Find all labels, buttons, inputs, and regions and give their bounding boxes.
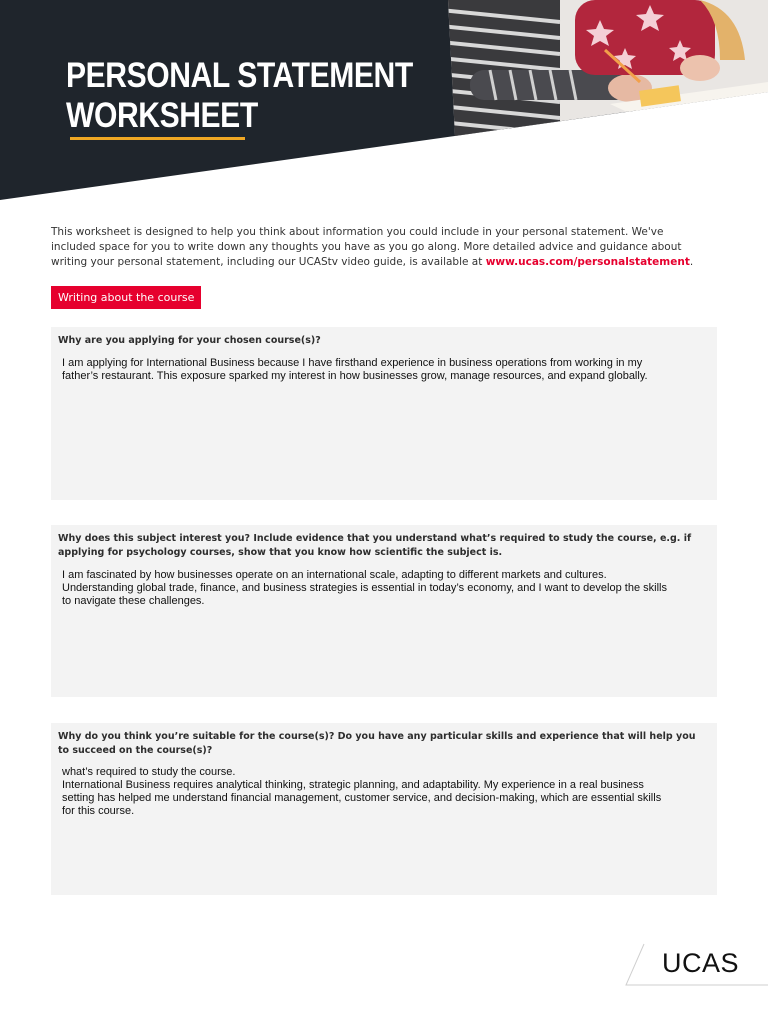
intro-text: This worksheet is designed to help you think about information you could include in your personal statement. We've included space for you to write down any thoughts you have as you go along. More detailed advice and guidance about writing your personal statement, including our UCAStv video guide, is available at: [51, 226, 682, 268]
ucas-logo: [620, 940, 768, 990]
section-heading: Writing about the course: [51, 286, 201, 309]
question-box-2: [51, 525, 717, 697]
question-2: Why does this subject interest you? Include evidence that you understand what’s required to study the course, e.g. if applying for psychology courses, show that you know how scientific the subject is.: [58, 533, 692, 558]
title-underline: [70, 137, 245, 140]
intro-paragraph: [51, 225, 711, 270]
question-box-1: [51, 327, 717, 500]
question-3: Why do you think you’re suitable for the course(s)? Do you have any particular skills and experience that will help you to succeed on the course(s)?: [58, 731, 696, 756]
answer-field-2[interactable]: I am fascinated by how businesses operate on an international scale, adapting to different markets and cultures. Understanding global trade, finance, and business strategies is essential in today’s economy, and I want to develop the skills to navigate these challenges.: [62, 569, 667, 607]
header-banner: [0, 0, 768, 205]
personal-statement-link[interactable]: www.ucas.com/personalstatement: [485, 256, 690, 268]
question-1: Why are you applying for your chosen course(s)?: [58, 335, 321, 346]
answer-field-3[interactable]: what’s required to study the course. International Business requires analytical thinking, strategic planning, and adaptability. My experience in a real business setting has helped me understand financial management, customer service, and decision-making, which are essential skills for this course.: [62, 766, 662, 817]
question-box-3: [51, 723, 717, 895]
logo-text: UCAS: [662, 948, 740, 978]
intro-after: .: [689, 256, 694, 268]
header-photo: [440, 0, 768, 140]
title-line-1: PERSONAL STATEMENT: [66, 56, 413, 95]
page-title: [66, 56, 413, 136]
answer-field-1[interactable]: I am applying for International Business because I have firsthand experience in business operations from working in my father’s restaurant. This exposure sparked my interest in how businesses grow, manage resources, and expand globally.: [62, 357, 648, 382]
title-line-2: WORKSHEET: [66, 96, 258, 135]
